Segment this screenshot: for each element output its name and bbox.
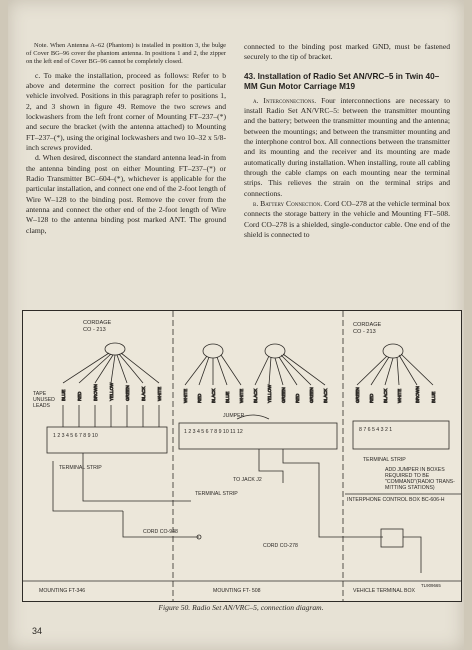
paragraph-a-text: Four interconnections are necessary to install Radio Set AN/VRC–5: between the transmitter mounting and the battery; between the transmitter mounting and the antenna; between the mountings; and between the transmitter mounting and the interphone control box. All connections between the transmitter and its mounting and the receiver and its mounting are made automatically during installation. When installing, route all cabling through the cable clamps on each mounting near the terminal strips. This relieves the strain on the terminal strips and connections.: [244, 95, 450, 198]
fan-mid: [185, 354, 325, 385]
wire-label: BLACK: [211, 388, 216, 403]
left-column: [26, 42, 226, 236]
wire-label: RED: [369, 393, 374, 403]
wire-label: GREEN: [355, 387, 360, 403]
fan-right: [357, 354, 433, 385]
terminal-strip-label-mid: TERMINAL STRIP: [195, 491, 238, 497]
drawing-number: TL909665: [421, 583, 441, 588]
wire-run: [83, 453, 191, 501]
wire-label: GREEN: [309, 387, 314, 403]
wire-label: BLUE: [431, 391, 436, 403]
add-jumper-note: "COMMAND"(RADIO TRANS-: [385, 479, 455, 485]
figure-caption: Figure 50. Radio Set AN/VRC–5, connection diagram.: [158, 603, 324, 612]
paragraph-b: [244, 199, 450, 240]
paragraph-b-heading: b. Battery Connection.: [253, 199, 323, 209]
paragraph-c: c. To make the installation, proceed as follows: Refer to b above and determine the correct position for the particular vehicle involved. Positions in this paragraph refer to positions 1, 2, and 3 shown in figure 49. Remove the two screws and lockwashers from the left front corner of Mounting FT–237–(*) and secure the bracket (with the antenna attached) to Mounting FT–237–(*), using the original lockwashers and two 10–32 x 5/8-inch screws provided.: [26, 70, 226, 153]
add-jumper-note: REQUIRED TO BE: [385, 473, 430, 479]
mounting-346-label: MOUNTING FT-346: [39, 588, 86, 594]
section-title: 43. Installation of Radio Set AN/VRC–5 in Twin 40–MM Gun Motor Carriage M19: [244, 71, 440, 91]
wiring-schematic: [23, 311, 461, 601]
paragraph-d: d. When desired, disconnect the standard antenna lead-in from the antenna binding post on either Mounting FT–237–(*) or Radio Transmitter BC–604–(*), whichever is applicable for the particular installation, and connect one end of the 2-foot length of Wire W–128 to the binding post. Remove the cover from the antenna and connect the other end of the 2-foot length of Wire W–128 to the antenna binding post marked ANT. The ground clamp,: [26, 153, 226, 235]
wire-label: BLACK: [323, 388, 328, 403]
cordage-code-left: CO - 213: [83, 327, 106, 333]
wire-label: GREEN: [125, 385, 130, 401]
tape-label: TAPE: [33, 391, 47, 397]
terminal-numbers-left: 1 2 3 4 5 6 7 8 9 10: [53, 433, 98, 439]
wire-labels-left: [61, 382, 162, 401]
terminal-strip-label-left: TERMINAL STRIP: [59, 465, 102, 471]
add-jumper-note: ADD JUMPER IN BOXES: [385, 467, 445, 473]
terminal-numbers-mid: 1 2 3 4 5 6 7 8 9 10 11 12: [184, 429, 243, 435]
paragraph-a-heading: a. Interconnections.: [253, 95, 317, 105]
terminal-strip-left: [47, 427, 167, 453]
page-number: 34: [32, 626, 43, 636]
fan-left: [63, 353, 159, 383]
wire-label: RED: [197, 393, 202, 403]
wire-label: BLACK: [141, 386, 146, 401]
wire-label: BLACK: [383, 388, 388, 403]
wire-label: WHITE: [183, 388, 188, 403]
terminal-strip-right: [353, 421, 449, 449]
wire-label: WHITE: [397, 388, 402, 403]
wire-label: BROWN: [415, 386, 420, 403]
add-jumper-note: MITTING STATIONS): [385, 485, 435, 491]
tape-label: LEADS: [33, 403, 51, 409]
wire-labels-right: [355, 386, 436, 403]
wire-label: BROWN: [93, 384, 98, 401]
tape-label: UNUSED: [33, 397, 55, 403]
wire-labels-mid: [183, 384, 328, 403]
terminal-strip-label-right: TERMINAL STRIP: [363, 457, 406, 463]
cordage-label-right: CORDAGE: [353, 322, 382, 328]
wire-label: BLUE: [225, 391, 230, 403]
cord-278-label: CORD CO-278: [263, 543, 298, 549]
paragraph-a: [244, 96, 450, 199]
terminal-numbers-right: 8 7 6 5 4 3 2 1: [359, 427, 393, 433]
drop-wires-left: [63, 405, 159, 427]
jack-label: TO JACK J2: [233, 477, 262, 483]
cordage-code-right: CO - 213: [353, 329, 376, 335]
wire-run: [259, 449, 283, 483]
paragraph-b-text: Cord CO–278 at the vehicle terminal box connects the storage battery in the vehicle and Mounting FT–508. Cord CO–278 is a shielded, single-conductor cable. One end of the shield is connected to: [244, 199, 450, 240]
right-column: [244, 42, 450, 241]
interphone-label: INTERPHONE CONTROL BOX BC-606-H: [347, 497, 445, 503]
terminal-strip-mid: [179, 423, 337, 449]
wire-label: BLACK: [253, 388, 258, 403]
connection-diagram: [22, 310, 462, 602]
wire-label: WHITE: [157, 386, 162, 401]
cordage-label-left: CORDAGE: [83, 320, 112, 326]
wire-label: BLUE: [61, 389, 66, 401]
ground-wire: [403, 537, 421, 573]
mounting-508-label: MOUNTING FT- 508: [213, 588, 261, 594]
wire-label: WHITE: [239, 388, 244, 403]
vehicle-terminal-block: [381, 529, 403, 547]
jumper-label: JUMPER: [223, 413, 245, 419]
wire-label: RED: [77, 391, 82, 401]
wire-label: GREEN: [281, 387, 286, 403]
cordage-bundle-mid-a: [203, 344, 223, 358]
vehicle-box-label: VEHICLE TERMINAL BOX: [353, 588, 415, 594]
wire-label: YELLOW: [267, 384, 272, 403]
wire-label: RED: [295, 393, 300, 403]
cord-948-label: CORD CO-948: [143, 529, 178, 535]
note-paragraph: Note. When Antenna A–62 (Phantom) is installed in position 3, the bulge of Cover BG–96 cover the phantom antenna. In positions 1 and 2, the zipper on the left end of Cover BG–96 cannot be completely closed.: [26, 42, 226, 66]
continued-paragraph: connected to the binding post marked GND, must be fastened securely to the tip of bracket.: [244, 42, 450, 62]
wire-label: YELLOW: [109, 382, 114, 401]
